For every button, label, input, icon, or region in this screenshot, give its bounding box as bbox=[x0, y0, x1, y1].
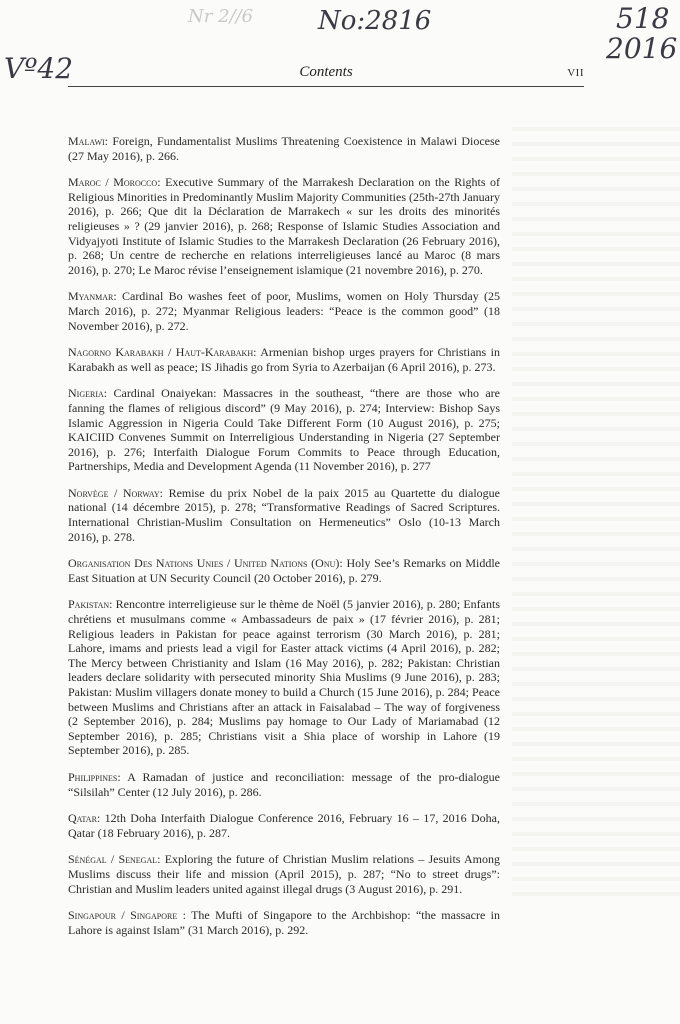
entry-text: Executive Summary of the Marrakesh Declaration on the Rights of Religious Minorities in Predominantly Muslim Majority Communities (25th-27th January 2016), p. 266; Que dit la Déclaration de Marrakech « sur les droits des minorités religieuses » ? (29 janvier 2016), p. 268; Response of Islamic Studies Association and Vidyajyoti Institute of Islamic Studies to the Marrakesh Declaration (26 February 2016), p. 268; Un centre de recherche en relations interreligieuses lancé au Maroc (8 mars 2016), p. 270; Le Maroc révise l’enseignement islamique (21 novembre 2016), p. 270. bbox=[68, 175, 501, 277]
entry-text: Rencontre interreligieuse sur le thème de Noël (5 janvier 2016), p. 280; Enfants chrétiens et musulmans comme « Ambassadeurs de paix » (17 février 2016), p. 281; Religious leaders in Pakistan for peace against terrorism (30 March 2016), p. 281; Lahore, imams and priests lead a vigil for Easter attack victims (4 April 2016), p. 282; The Mercy between Christianity and Islam (16 May 2016), p. 282; Pakistan: Christian leaders declare solidarity with persecuted minority Shia Muslims (9 June 2016), p. 283; Pakistan: Muslim villagers donate money to build a Church (15 June 2016), p. 284; Peace between Muslims and Christians after an attack in Faisalabad – The way of forgiveness (2 September 2016), p. 284; Muslims pay homage to Our Lady of Mariamabad (12 September 2016), p. 285; Christians visit a Shia place of worship in Lahore (19 September 2016), p. 285. bbox=[68, 597, 501, 758]
list-item bbox=[68, 770, 500, 799]
entry-country: Sénégal / Senegal: bbox=[68, 852, 161, 867]
entry-text: Foreign, Fundamentalist Muslims Threatening Coexistence in Malawi Diocese (27 May 2016), p. 266. bbox=[68, 134, 501, 163]
list-item bbox=[68, 908, 500, 937]
entry-text: Holy See’s Remarks on Middle East Situation at UN Security Council (20 October 2016), p. 279. bbox=[68, 556, 500, 585]
stamp-number-annotation: No:2816 bbox=[318, 6, 432, 36]
entry-country: Myanmar: bbox=[68, 289, 117, 304]
entry-country: Nigeria: bbox=[68, 386, 108, 401]
list-item bbox=[68, 556, 500, 585]
list-item bbox=[68, 345, 500, 374]
page-title: Contents bbox=[299, 64, 353, 80]
entry-country: Qatar: bbox=[68, 811, 101, 826]
entry-country: Norvège / Norway: bbox=[68, 485, 164, 500]
entry-text: 12th Doha Interfaith Dialogue Conference 2016, February 16 – 17, 2016 Doha, Qatar (18 February 2016), p. 287. bbox=[68, 811, 500, 840]
entry-country: Organisation Des Nations Unies / United Nations (Onu): bbox=[68, 556, 343, 571]
list-item bbox=[68, 486, 500, 544]
list-item bbox=[68, 597, 500, 758]
entry-text: The Mufti of Singapore to the Archbishop: “the massacre in Lahore is against Islam” (31 March 2016), p. 292. bbox=[68, 908, 500, 937]
entry-country: Nagorno Karabakh / Haut-Karabakh: bbox=[68, 345, 257, 360]
list-item bbox=[68, 852, 500, 896]
entry-country: Malawi: bbox=[68, 134, 109, 148]
list-item bbox=[68, 386, 500, 474]
entry-text: Cardinal Onaiyekan: Massacres in the southeast, “there are those who are fanning the flames of religious discord” (9 May 2016), p. 274; Interview: Bishop Says Islamic Aggression in Nigeria Could Take Different Form (10 August 2016), p. 275; KAICIID Convenes Summit on Interreligious Understanding in Nigeria (27 September 2016), p. 276; Interfaith Dialogue Forum Commits to Peace through Education, Partnerships, Media and Development Agenda (11 November 2016), p. 277 bbox=[68, 386, 501, 474]
entry-country: Singapour / Singapore : bbox=[68, 908, 186, 923]
entry-text: Armenian bishop urges prayers for Christians in Karabakh as well as peace; IS Jihadis go from Syria to Azerbaijan (6 April 2016), p. 273. bbox=[68, 345, 501, 374]
entry-text: Remise du prix Nobel de la paix 2015 au Quartette du dialogue national (14 décembre 2015), p. 278; “Transformative Readings of Sacred Scriptures. International Christian-Muslim Consultation on Hermeneutics” Oslo (10-13 March 2016), p. 278. bbox=[68, 485, 500, 544]
entry-text: Exploring the future of Christian Muslim relations – Jesuits Among Muslims discuss their life and mission (April 2015), p. 287; “No to street drugs”: Christian and Muslim leaders united against illegal drugs (3 August 2016), p. 291. bbox=[68, 852, 501, 896]
corner-year-annotation: 2016 bbox=[606, 32, 678, 65]
list-item bbox=[68, 289, 500, 333]
entry-country: Philippines: bbox=[68, 769, 121, 784]
page-number: VII bbox=[567, 67, 584, 79]
faint-annotation: Nr 2//6 bbox=[188, 6, 254, 27]
page-header bbox=[68, 60, 584, 87]
contents-list bbox=[68, 122, 500, 945]
list-item bbox=[68, 175, 500, 277]
list-item bbox=[68, 811, 500, 840]
left-margin-annotation: Vº42 bbox=[4, 52, 74, 85]
list-item bbox=[68, 134, 500, 163]
entry-country: Pakistan: bbox=[68, 597, 113, 612]
corner-number-annotation: 518 bbox=[616, 2, 670, 35]
entry-country: Maroc / Morocco: bbox=[68, 175, 161, 190]
bleed-through-text bbox=[512, 118, 680, 898]
entry-text: Cardinal Bo washes feet of poor, Muslims, women on Holy Thursday (25 March 2016), p. 272; Myanmar Religious leaders: “Peace is the common good” (18 November 2016), p. 272. bbox=[68, 289, 501, 333]
entry-text: A Ramadan of justice and reconciliation: message of the pro-dialogue “Silsilah” Center (12 July 2016), p. 286. bbox=[68, 769, 500, 799]
